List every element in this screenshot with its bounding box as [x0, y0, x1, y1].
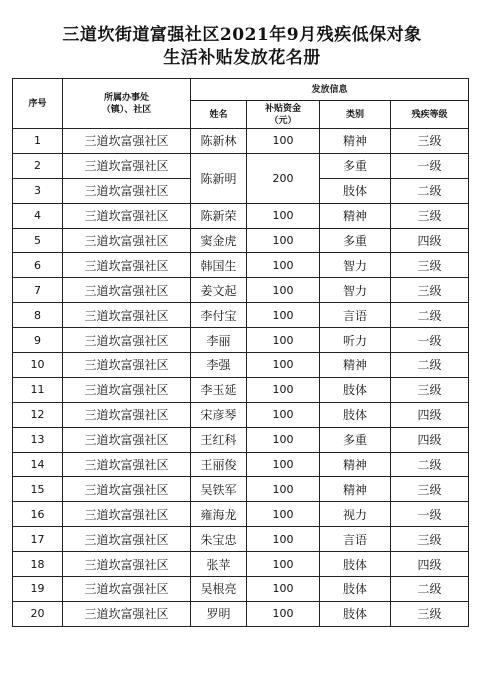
- cell-grade: 一级: [391, 153, 469, 178]
- table-row: [13, 303, 469, 328]
- cell-name: 陈新林: [191, 129, 247, 154]
- header-grade: 残疾等级: [391, 101, 469, 129]
- cell-no: 5: [13, 228, 63, 253]
- cell-no: 8: [13, 303, 63, 328]
- cell-category: 听力: [320, 328, 391, 353]
- cell-grade: 二级: [391, 303, 469, 328]
- cell-name: 陈新明: [191, 153, 247, 203]
- cell-name: 张苹: [191, 552, 247, 577]
- cell-no: 4: [13, 203, 63, 228]
- cell-no: 9: [13, 328, 63, 353]
- cell-amount: 100: [247, 452, 320, 477]
- table-row: [13, 502, 469, 527]
- table-row: [13, 353, 469, 378]
- cell-office: 三道坎富强社区: [63, 253, 191, 278]
- cell-name: 王丽俊: [191, 452, 247, 477]
- cell-grade: 四级: [391, 427, 469, 452]
- table-row: [13, 527, 469, 552]
- cell-grade: 三级: [391, 203, 469, 228]
- cell-name: 李玉延: [191, 377, 247, 402]
- cell-grade: 四级: [391, 402, 469, 427]
- cell-no: 6: [13, 253, 63, 278]
- table-row: [13, 402, 469, 427]
- cell-amount: 100: [247, 228, 320, 253]
- cell-no: 15: [13, 477, 63, 502]
- cell-grade: 三级: [391, 253, 469, 278]
- table-row: [13, 427, 469, 452]
- document-title-line2: 生活补贴发放花名册: [163, 48, 321, 68]
- cell-category: 肢体: [320, 601, 391, 626]
- cell-office: 三道坎富强社区: [63, 552, 191, 577]
- cell-office: 三道坎富强社区: [63, 477, 191, 502]
- cell-no: 17: [13, 527, 63, 552]
- cell-name: 陈新荣: [191, 203, 247, 228]
- cell-category: 智力: [320, 253, 391, 278]
- table-row: [13, 452, 469, 477]
- cell-category: 精神: [320, 353, 391, 378]
- cell-office: 三道坎富强社区: [63, 502, 191, 527]
- cell-grade: 三级: [391, 601, 469, 626]
- cell-no: 12: [13, 402, 63, 427]
- cell-office: 三道坎富强社区: [63, 129, 191, 154]
- cell-grade: 一级: [391, 328, 469, 353]
- table-row: [13, 253, 469, 278]
- cell-category: 肢体: [320, 577, 391, 602]
- table-row: [13, 153, 469, 178]
- roster-table: [12, 78, 469, 627]
- cell-office: 三道坎富强社区: [63, 601, 191, 626]
- table-row: [13, 228, 469, 253]
- cell-name: 雍海龙: [191, 502, 247, 527]
- cell-category: 智力: [320, 278, 391, 303]
- cell-office: 三道坎富强社区: [63, 278, 191, 303]
- cell-category: 多重: [320, 228, 391, 253]
- table-row: [13, 328, 469, 353]
- cell-category: 精神: [320, 129, 391, 154]
- cell-office: 三道坎富强社区: [63, 427, 191, 452]
- cell-no: 18: [13, 552, 63, 577]
- cell-grade: 三级: [391, 129, 469, 154]
- cell-amount: 100: [247, 353, 320, 378]
- cell-no: 3: [13, 178, 63, 203]
- cell-office: 三道坎富强社区: [63, 203, 191, 228]
- cell-category: 肢体: [320, 552, 391, 577]
- header-amount-line1: 补贴资金: [264, 103, 301, 114]
- cell-name: 姜文起: [191, 278, 247, 303]
- cell-office: 三道坎富强社区: [63, 577, 191, 602]
- cell-office: 三道坎富强社区: [63, 402, 191, 427]
- header-index: 序号: [13, 79, 63, 129]
- cell-grade: 二级: [391, 353, 469, 378]
- cell-name: 李强: [191, 353, 247, 378]
- header-category: 类别: [320, 101, 391, 129]
- table-row: [13, 129, 469, 154]
- table-row: [13, 377, 469, 402]
- cell-category: 肢体: [320, 377, 391, 402]
- table-row: [13, 601, 469, 626]
- cell-grade: 二级: [391, 577, 469, 602]
- header-office: [63, 79, 191, 129]
- cell-amount: 100: [247, 203, 320, 228]
- cell-no: 16: [13, 502, 63, 527]
- cell-no: 2: [13, 153, 63, 178]
- cell-grade: 四级: [391, 552, 469, 577]
- cell-grade: 三级: [391, 377, 469, 402]
- cell-no: 10: [13, 353, 63, 378]
- cell-amount: 100: [247, 328, 320, 353]
- cell-no: 7: [13, 278, 63, 303]
- cell-grade: 三级: [391, 527, 469, 552]
- cell-office: 三道坎富强社区: [63, 353, 191, 378]
- cell-amount: 100: [247, 377, 320, 402]
- cell-category: 肢体: [320, 402, 391, 427]
- cell-name: 吴铁军: [191, 477, 247, 502]
- table-row: [13, 552, 469, 577]
- cell-amount: 100: [247, 253, 320, 278]
- cell-name: 韩国生: [191, 253, 247, 278]
- cell-office: 三道坎富强社区: [63, 452, 191, 477]
- cell-name: 罗明: [191, 601, 247, 626]
- cell-amount: 100: [247, 502, 320, 527]
- cell-grade: 一级: [391, 502, 469, 527]
- cell-amount: 100: [247, 552, 320, 577]
- header-office-line1: 所属办事处: [103, 92, 149, 103]
- cell-amount: 200: [247, 153, 320, 203]
- cell-name: 王红科: [191, 427, 247, 452]
- cell-office: 三道坎富强社区: [63, 328, 191, 353]
- header-office-line2: （镇）、社区: [101, 104, 152, 115]
- cell-name: 窦金虎: [191, 228, 247, 253]
- cell-name: 李丽: [191, 328, 247, 353]
- table-row: [13, 203, 469, 228]
- cell-office: 三道坎富强社区: [63, 153, 191, 178]
- cell-category: 言语: [320, 527, 391, 552]
- cell-office: 三道坎富强社区: [63, 377, 191, 402]
- cell-name: 朱宝忠: [191, 527, 247, 552]
- cell-category: 多重: [320, 153, 391, 178]
- cell-grade: 三级: [391, 477, 469, 502]
- header-amount-line2: （元）: [269, 115, 297, 126]
- cell-category: 视力: [320, 502, 391, 527]
- cell-office: 三道坎富强社区: [63, 303, 191, 328]
- cell-grade: 二级: [391, 178, 469, 203]
- cell-no: 14: [13, 452, 63, 477]
- cell-no: 1: [13, 129, 63, 154]
- cell-amount: 100: [247, 303, 320, 328]
- cell-office: 三道坎富强社区: [63, 228, 191, 253]
- cell-category: 多重: [320, 427, 391, 452]
- cell-name: 李付宝: [191, 303, 247, 328]
- document-title-line1: 三道坎街道富强社区2021年9月残疾低保对象: [62, 25, 422, 45]
- cell-category: 肢体: [320, 178, 391, 203]
- cell-amount: 100: [247, 477, 320, 502]
- cell-no: 11: [13, 377, 63, 402]
- cell-office: 三道坎富强社区: [63, 178, 191, 203]
- cell-name: 吴根亮: [191, 577, 247, 602]
- cell-amount: 100: [247, 402, 320, 427]
- cell-name: 宋彦琴: [191, 402, 247, 427]
- table-row: [13, 477, 469, 502]
- cell-no: 19: [13, 577, 63, 602]
- header-name: 姓名: [191, 101, 247, 129]
- cell-amount: 100: [247, 527, 320, 552]
- cell-no: 13: [13, 427, 63, 452]
- cell-amount: 100: [247, 601, 320, 626]
- header-amount: [247, 101, 320, 129]
- table-row: [13, 577, 469, 602]
- cell-amount: 100: [247, 577, 320, 602]
- table-row: [13, 278, 469, 303]
- cell-category: 言语: [320, 303, 391, 328]
- cell-office: 三道坎富强社区: [63, 527, 191, 552]
- cell-amount: 100: [247, 129, 320, 154]
- cell-amount: 100: [247, 427, 320, 452]
- cell-amount: 100: [247, 278, 320, 303]
- cell-category: 精神: [320, 477, 391, 502]
- cell-category: 精神: [320, 452, 391, 477]
- cell-category: 精神: [320, 203, 391, 228]
- cell-no: 20: [13, 601, 63, 626]
- header-group: 发放信息: [191, 79, 469, 101]
- cell-grade: 三级: [391, 278, 469, 303]
- cell-grade: 二级: [391, 452, 469, 477]
- cell-grade: 四级: [391, 228, 469, 253]
